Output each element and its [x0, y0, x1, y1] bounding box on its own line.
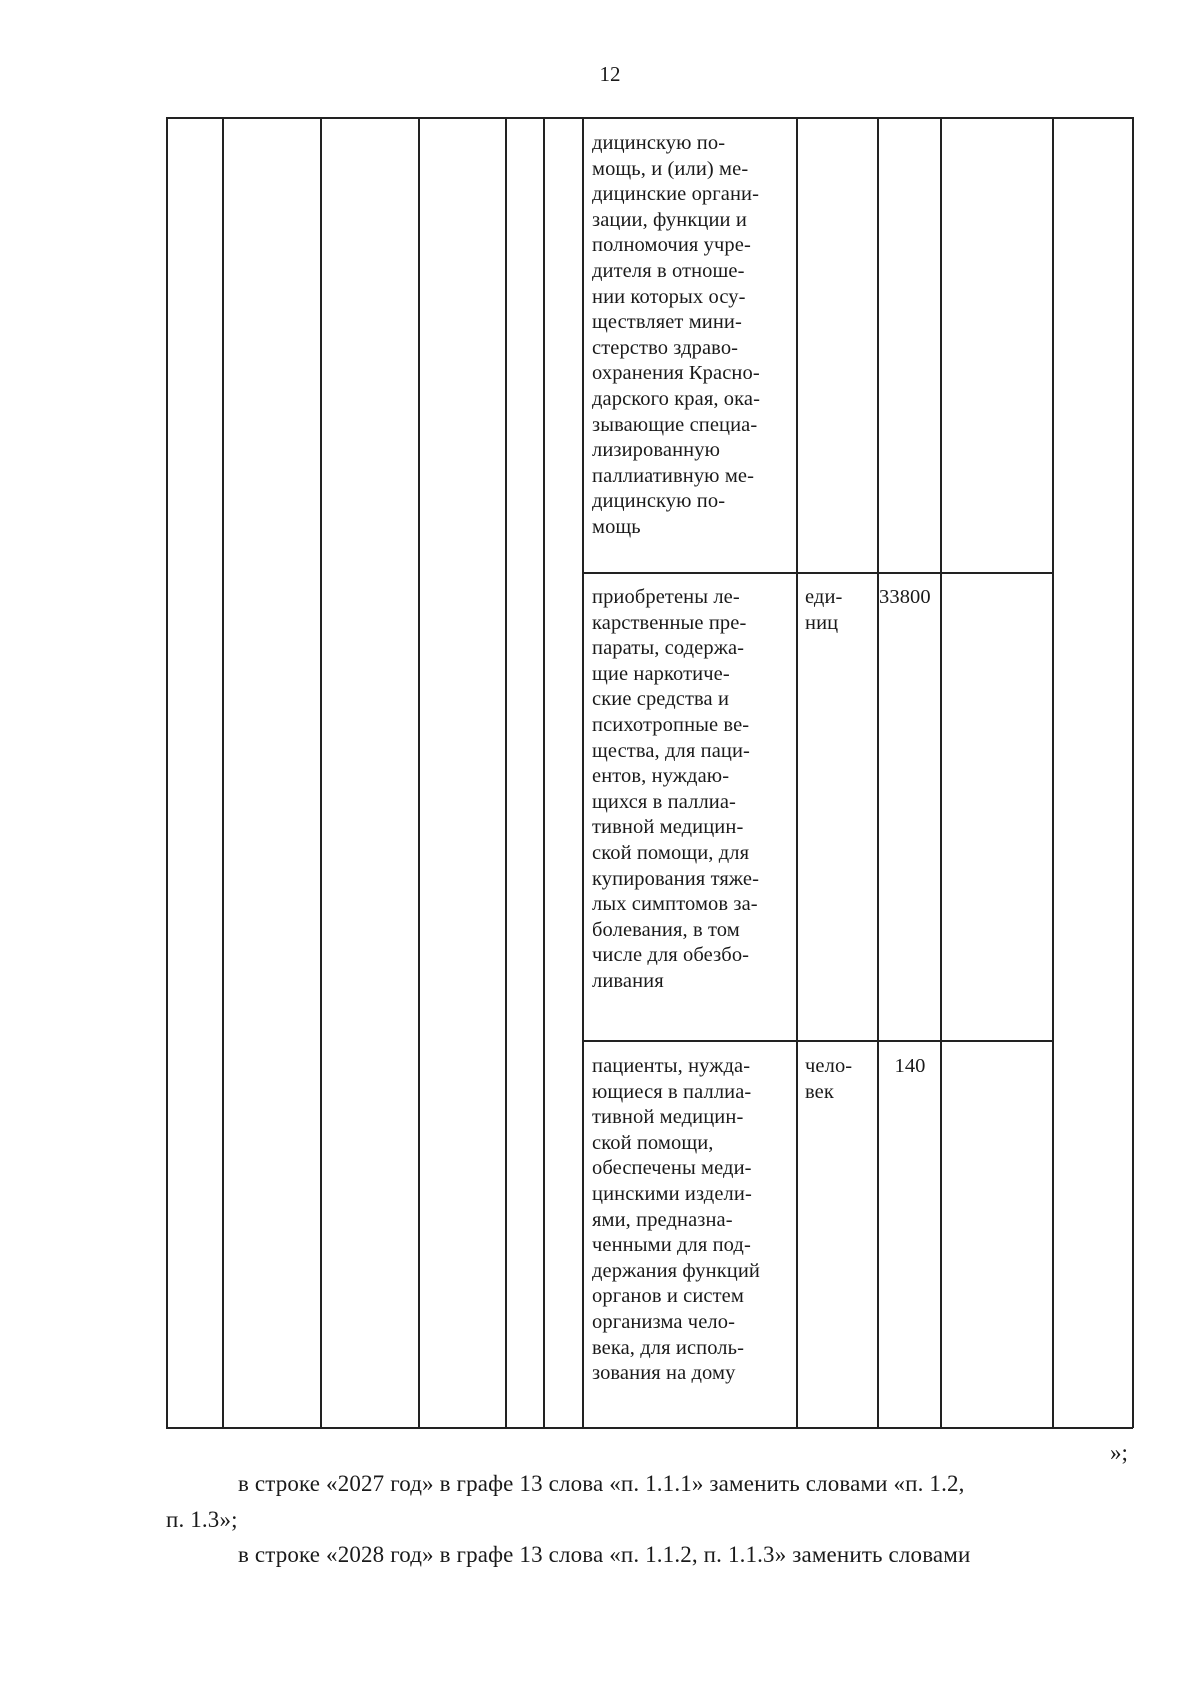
paragraph-line: в строке «2027 год» в графе 13 слова «п. 1.1.1» заменить словами «п. 1.2,	[238, 1471, 965, 1496]
row-description: пациенты, нужда- ющиеся в паллиа- тивной медицин- ской помощи, обеспечены меди- цинскими издели- ями, предназна- ченными для под- держания функций органов и систем организма чело- века, для исполь- зования на дому	[592, 1055, 761, 1385]
table-col-line	[1132, 117, 1134, 1428]
table-border-top	[166, 117, 1133, 119]
row-description: приобретены ле- карственные пре- параты, содержа- щие наркотиче- ские средства и психотропные ве- щества, для паци- ентов, нуждаю- щихся в паллиа- тивной медицин- ской помощи, для купирования тяже- лых симптомов за- болевания, в том числе для обезбо- ливания	[592, 586, 760, 992]
table-col-line	[166, 117, 168, 1428]
paragraph-line: в строке «2028 год» в графе 13 слова «п. 1.1.2, п. 1.1.3» заменить словами	[238, 1542, 971, 1567]
table-col-line	[505, 117, 507, 1428]
table-col-line	[418, 117, 420, 1428]
closing-quote: »;	[1110, 1440, 1128, 1465]
row-description: дицинскую по- мощь, и (или) ме- дицинские органи- зации, функции и полномочия учре- дителя в отноше- нии которых осу- ществляет мини- стерство здраво- охранения Красно- дарского края, ока- зывающие специа- лизированную паллиативную ме- дицинскую по- мощь	[592, 132, 761, 538]
table-col-line	[543, 117, 545, 1428]
row-unit: чело- век	[805, 1055, 853, 1103]
row-unit: еди- ниц	[805, 586, 843, 634]
page-number: 12	[599, 62, 621, 86]
paragraph-line: п. 1.3»;	[166, 1507, 238, 1532]
table-col-line	[940, 117, 942, 1428]
table-col-line	[1052, 117, 1054, 1428]
table-row-separator	[582, 1040, 1053, 1042]
table-row-separator	[582, 572, 1053, 574]
row-value: 140	[894, 1055, 926, 1077]
row-value: 33800	[879, 586, 931, 608]
table-col-line	[222, 117, 224, 1428]
table-border-bottom	[166, 1427, 1133, 1429]
table-col-line	[877, 117, 879, 1428]
table-col-line	[582, 117, 584, 1428]
table-col-line	[320, 117, 322, 1428]
